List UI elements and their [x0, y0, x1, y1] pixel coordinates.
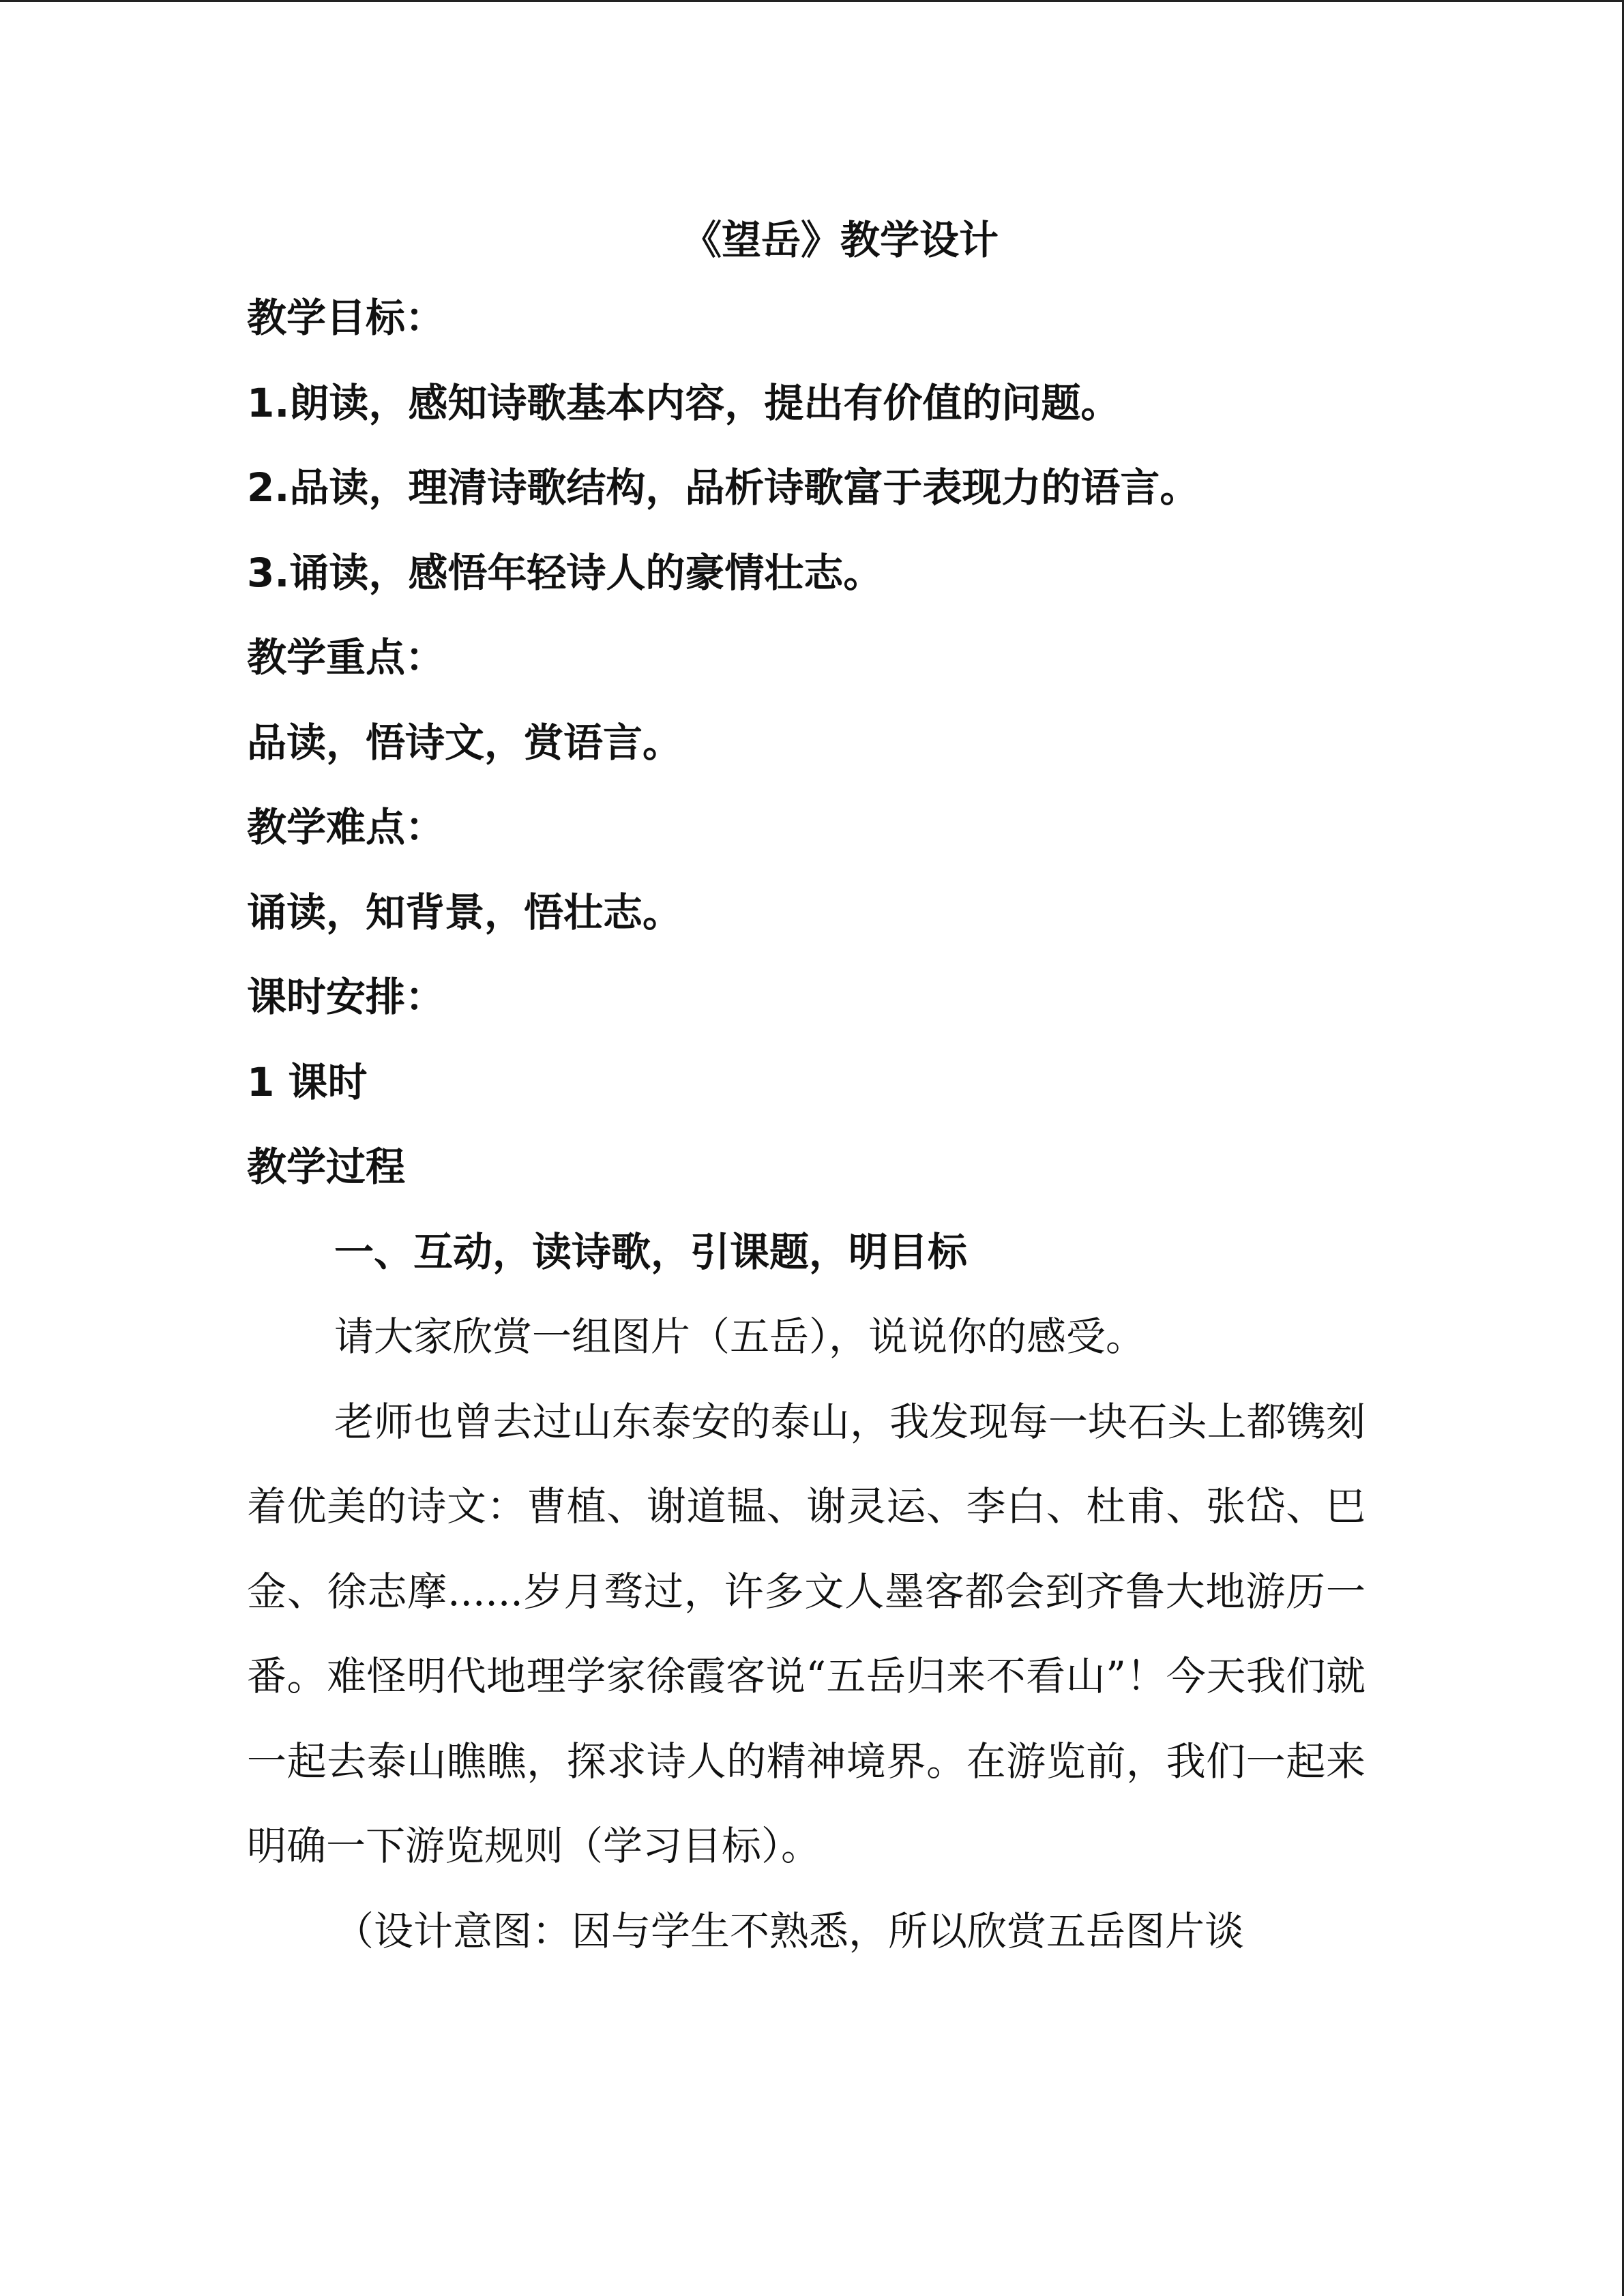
paragraph: 请大家欣赏一组图片（五岳），说说你的感受。	[334, 1313, 1146, 1360]
schedule-text: 1 课时	[247, 1058, 368, 1105]
paragraph: （设计意图：因与学生不熟悉，所以欣赏五岳图片谈	[334, 1907, 1245, 1954]
key-points-heading: 教学重点：	[247, 634, 445, 681]
section-heading: 一、互动，读诗歌，引课题，明目标	[334, 1228, 968, 1275]
page-border-top	[0, 0, 1624, 2]
objective-item: 2.品读，理清诗歌结构，品析诗歌富于表现力的语言。	[247, 464, 1200, 511]
objective-item: 3.诵读，感悟年轻诗人的豪情壮志。	[247, 549, 883, 596]
difficulties-text: 诵读，知背景，悟壮志。	[247, 889, 683, 936]
key-points-text: 品读，悟诗文，赏语言。	[247, 719, 683, 766]
objectives-heading: 教学目标：	[247, 295, 445, 341]
schedule-heading: 课时安排：	[247, 974, 445, 1020]
paragraph: 老师也曾去过山东泰安的泰山，我发现每一块石头上都镌刻着优美的诗文：曹植、谢道韫、谢灵运、李白、杜甫、张岱、巴金、徐志摩......岁月骛过，许多文人墨客都会到齐鲁大地游历一番。难怪明代地理学家徐霞客说“五岳归来不看山”！今天我们就一起去泰山瞧瞧，探求诗人的精神境界。在游览前，我们一起来明确一下游览规则（学习目标）。	[247, 1398, 1365, 1869]
document-body	[247, 205, 1365, 1973]
difficulties-heading: 教学难点：	[247, 804, 445, 850]
document-title: 《望岳》教学设计	[681, 217, 999, 263]
process-heading: 教学过程	[247, 1144, 406, 1190]
objective-item: 1.朗读，感知诗歌基本内容，提出有价值的问题。	[247, 379, 1121, 426]
